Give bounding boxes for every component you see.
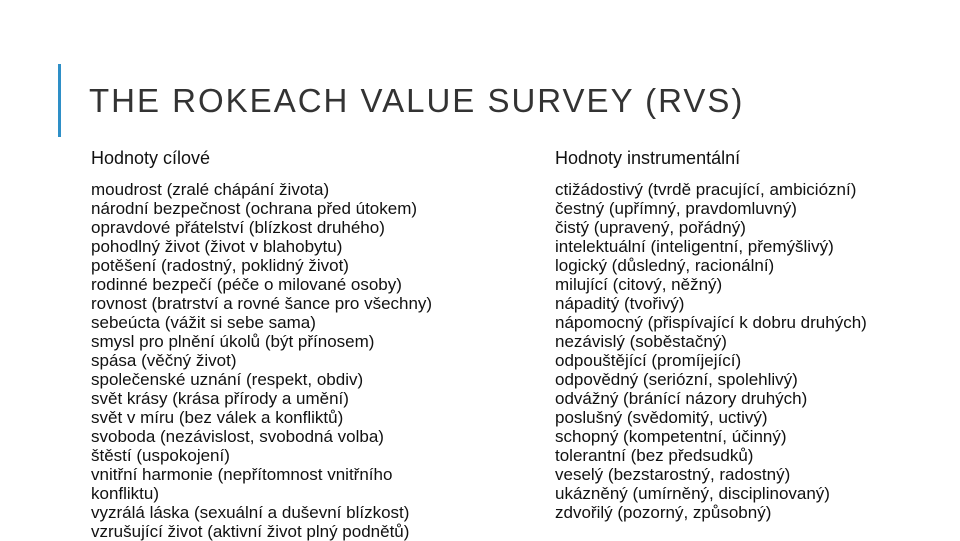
value-item: ukázněný (umírněný, disciplinovaný) [555, 484, 830, 503]
value-item: odpouštějící (promíjející) [555, 351, 742, 370]
value-item: vzrušující život (aktivní život plný podnětů) [91, 522, 410, 541]
slide-title: THE ROKEACH VALUE SURVEY (RVS) [89, 82, 745, 119]
value-item: spása (věčný život) [91, 351, 237, 370]
value-item: rovnost (bratrství a rovné šance pro všechny) [91, 294, 433, 313]
value-item: svět krásy (krása přírody a umění) [91, 389, 349, 408]
instrumental-values-list [555, 180, 867, 522]
value-item: nápaditý (tvořivý) [555, 294, 685, 313]
value-item: štěstí (uspokojení) [91, 446, 230, 465]
value-item: nápomocný (přispívající k dobru druhých) [555, 313, 867, 332]
value-item: intelektuální (inteligentní, přemýšlivý) [555, 237, 834, 256]
terminal-values-list [91, 180, 432, 541]
value-item: svět v míru (bez válek a konfliktů) [91, 408, 344, 427]
terminal-values-heading: Hodnoty cílové [91, 148, 211, 168]
value-item: čestný (upřímný, pravdomluvný) [555, 199, 797, 218]
value-item: schopný (kompetentní, účinný) [555, 427, 787, 446]
value-item: milující (citový, něžný) [555, 275, 723, 294]
value-item: vyzrálá láska (sexuální a duševní blízkost) [91, 503, 410, 522]
value-item: ctižádostivý (tvrdě pracující, ambiciózní) [555, 180, 857, 199]
value-item: opravdové přátelství (blízkost druhého) [91, 218, 385, 237]
value-item: logický (důsledný, racionální) [555, 256, 775, 275]
value-item: sebeúcta (vážit si sebe sama) [91, 313, 316, 332]
title-accent-bar [58, 64, 61, 137]
value-item: odvážný (bránící názory druhých) [555, 389, 808, 408]
terminal-values-column [91, 148, 531, 541]
value-item: smysl pro plnění úkolů (být přínosem) [91, 332, 375, 351]
value-item: svoboda (nezávislost, svobodná volba) [91, 427, 384, 446]
value-item: tolerantní (bez předsudků) [555, 446, 754, 465]
value-item: moudrost (zralé chápání života) [91, 180, 330, 199]
value-item: nezávislý (soběstačný) [555, 332, 727, 351]
instrumental-values-heading: Hodnoty instrumentální [555, 148, 741, 168]
value-item: zdvořilý (pozorný, způsobný) [555, 503, 772, 522]
value-item: společenské uznání (respekt, obdiv) [91, 370, 364, 389]
value-item: poslušný (svědomitý, uctivý) [555, 408, 768, 427]
value-item: veselý (bezstarostný, radostný) [555, 465, 791, 484]
value-item: národní bezpečnost (ochrana před útokem) [91, 199, 418, 218]
value-item: potěšení (radostný, poklidný život) [91, 256, 349, 275]
value-item: vnitřní harmonie (nepřítomnost vnitřního [91, 465, 393, 484]
value-item: rodinné bezpečí (péče o milované osoby) [91, 275, 402, 294]
instrumental-values-column [555, 148, 955, 522]
value-item: pohodlný život (život v blahobytu) [91, 237, 343, 256]
value-item: odpovědný (seriózní, spolehlivý) [555, 370, 798, 389]
value-item: čistý (upravený, pořádný) [555, 218, 746, 237]
value-item: konfliktu) [91, 484, 160, 503]
